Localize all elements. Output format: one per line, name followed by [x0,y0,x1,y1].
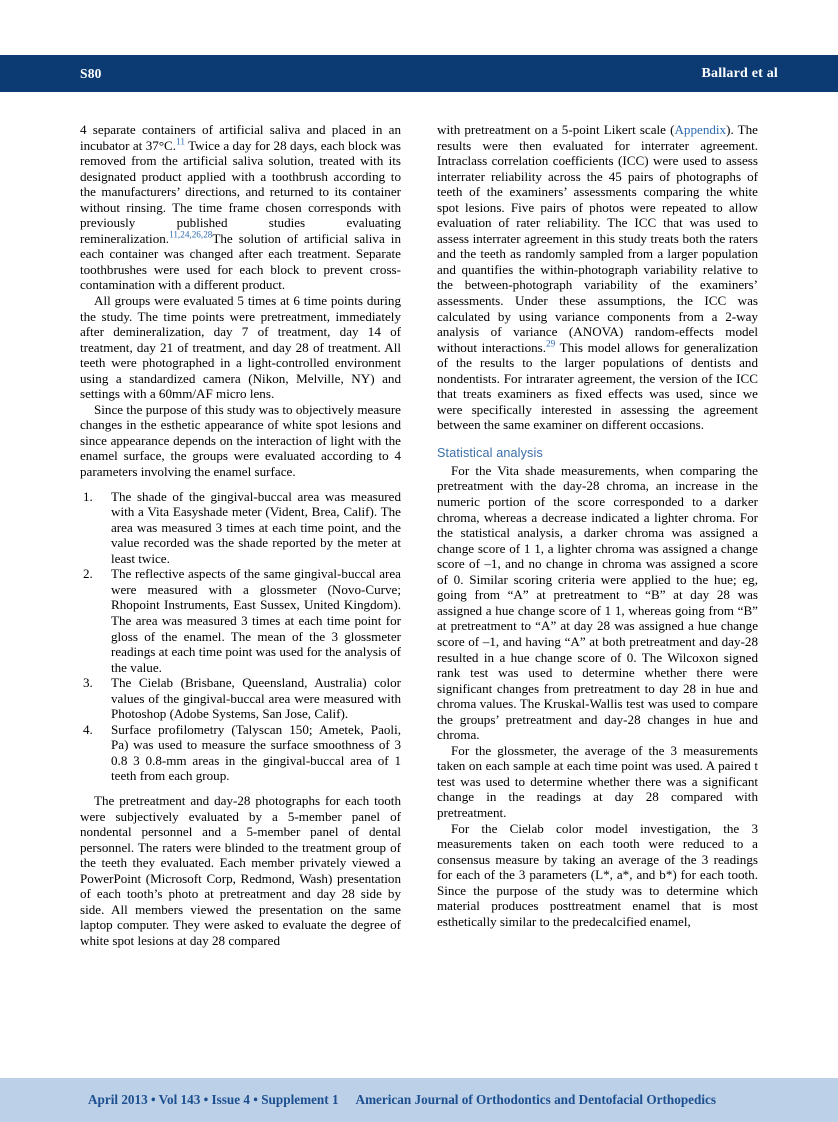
running-title: Ballard et al [701,65,778,81]
list-item [80,489,401,567]
list-item-number: 1. [83,488,93,504]
page-folio: S80 [80,65,102,81]
list-item-number: 2. [83,566,93,582]
paragraph-text: ). [726,122,734,137]
right-column [437,122,758,1052]
section-heading-statistical-analysis: Statistical analysis [437,445,543,460]
list-item [80,675,401,722]
paragraph: For the glossmeter, the average of the 3 measurements taken on each sample at each time point was used. A paired t test was used to determine whether there was a significant change in the readings at day 28 compared with pretreatment. [437,742,758,820]
issue-line: April 2013 • Vol 143 • Issue 4 • Supplement 1 [88,1092,339,1108]
paragraph: Since the purpose of this study was to objectively measure changes in the esthetic appearance of white spot lesions and since appearance depends on the interaction of light with the enamel surface, the groups were evaluated according to 4 parameters involving the enamel surface. [80,401,401,480]
page-header-band [0,55,838,92]
list-item-number: 4. [83,721,93,737]
paragraph-text: Twice a day for 28 days, each block was removed from the artificial saliva solution, treated with its designated product applied with a toothbrush according to the manufacturers’ directions, and returned to its container without rinsing. The time frame chosen corresponds with previously published studies evaluating remineralization. [80,137,401,246]
journal-name: American Journal of Orthodontics and Dentofacial Orthopedics [355,1092,716,1108]
list-item [80,566,401,675]
citation-ref[interactable]: 11 [176,136,185,147]
list-item-text: The Cielab (Brisbane, Queensland, Australia) color values of the gingival-buccal area were measured with Photoshop (Adobe Systems, San Jose, Calif). [111,675,401,722]
paragraph [80,122,401,293]
list-item-number: 3. [83,675,93,691]
paragraph: For the Cielab color model investigation, the 3 measurements taken on each tooth were reduced to a consensus measure by taking an average of the 3 readings for each of the 3 parameters (L*, a*, and b*) for each tooth. Since the purpose of the study was to determine which material produces posttreatment enamel that is most esthetically similar to the predecalcified enamel, [437,820,758,929]
paragraph: The pretreatment and day-28 photographs for each tooth were subjectively evaluated by a 5-member panel of nondental personnel and a 5-member panel of dental personnel. The raters were blinded to the treatment group of the teeth they evaluated. Each member privately viewed a PowerPoint (Microsoft Corp, Redmond, Wash) presentation of each tooth’s photo at pretreatment and day 28 side by side. All members viewed the presentation on the same laptop computer. They were asked to evaluate the degree of white spot lesions at day 28 compared [80,792,401,948]
paragraph-text: The results were then evaluated for interrater agreement. Intraclass correlation coefficients (ICC) were used to assess interrater reliability across the 45 pairs of photographs of teeth of the examiners’ assessments comparing the white spot lesions. Five pairs of photos were repeated to allow evaluation of rater reliability. The ICC that was used to assess interrater agreement in this study treats both the raters and the teeth as randomly sampled from a larger population and quantifies the within-photograph variability relative to the between-photograph variability of the examiners’ assessments. Under these assumptions, the ICC was calculated by using variance components from a 2-way analysis of variance (ANOVA) random-effects model without interactions. [437,122,758,355]
list-item-text: Surface profilometry (Talyscan 150; Ametek, Paoli, Pa) was used to measure the surface smoothness of 3 0.8 3 0.8-mm areas in the gingival-buccal area of 1 teeth from each group. [111,721,401,784]
paragraph-text: with pretreatment on a 5-point Likert scale ( [437,122,675,137]
list-item [80,722,401,784]
paragraph-text: 4 separate containers of artificial saliva and placed in an incubator at 37°C. [80,122,401,153]
appendix-link[interactable]: Appendix [674,122,727,137]
paragraph-text: The solution of artificial saliva in each container was changed after each treatment. Separate toothbrushes were used for each block to prevent cross-contamination with a different product. [80,230,401,293]
parameters-list [80,489,401,784]
citation-ref[interactable]: 11,24,26,28 [169,229,213,240]
list-item-text: The shade of the gingival-buccal area was measured with a Vita Easyshade meter (Vident, Brea, Calif). The area was measured 3 times at each time point, and the value recorded was the shade reported by the meter at least twice. [111,488,401,566]
paragraph [437,122,758,433]
list-item-text: The reflective aspects of the same gingival-buccal area were measured with a glossmeter (Novo-Curve; Rhopoint Instruments, East Sussex, United Kingdom). The area was measured 3 times at each time point for gloss of the enamel. The mean of the 3 glossmeter readings at each time point was used for the analysis of the value. [111,566,401,675]
left-column [80,122,401,1052]
paragraph-text: This model allows for generalization of the results to the larger populations of dentists and nondentists. For intrarater agreement, the version of the ICC that treats examiners as fixed effects was used, since we were specifically interested in assessing the agreement between the same examiner on different occasions. [437,339,759,433]
paragraph: All groups were evaluated 5 times at 6 time points during the study. The time points were pretreatment, immediately after demineralization, day 7 of treatment, day 14 of treatment, day 21 of treatment, and day 28 of treatment. All teeth were photographed in a light-controlled environment using a standardized camera (Nikon, Melville, NY) and settings with a 60mm/AF micro lens. [80,293,401,402]
paragraph: For the Vita shade measurements, when comparing the pretreatment with the day-28 chroma, an increase in the numeric portion of the score corresponded to a darker chroma, whereas a decrease indicated a lighter chroma. For the statistical analysis, a darker chroma was assigned a change score of 1 1, a lighter chroma was assigned a change score of –1, and no change in chroma was assigned a score of 0. Similar scoring criteria were applied to the hue; eg, going from “A” at pretreatment to “B” at day 28 was assigned a hue change score of 1 1, whereas going from “B” at pretreatment to “A” at day 28 was assigned a hue change score of –1, and having “A” at both pretreatment and day-28 resulted in a hue change score of 0. The Wilcoxon signed rank test was used to determine whether there were significant changes from pretreatment to day 28 in hue and chroma values. The Kruskal-Wallis test was used to compare the groups’ pretreatment and day-28 changes in hue and chroma. [437,462,758,743]
article-body [80,122,758,1052]
citation-ref[interactable]: 29 [546,338,556,349]
page-footer-band [0,1078,838,1122]
